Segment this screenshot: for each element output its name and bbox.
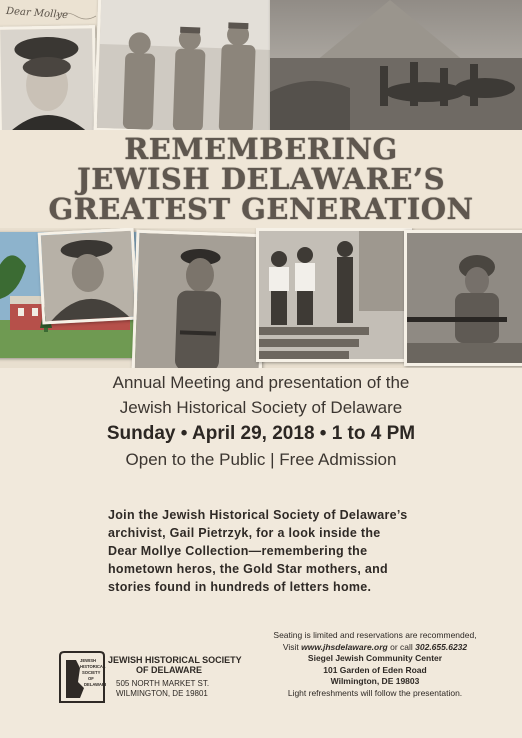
middle-photo-collage [0, 228, 522, 368]
egypt-camels-photo [270, 0, 522, 130]
description-line: hometown heros, the Gold Star mothers, and [108, 562, 388, 576]
organization-address [116, 679, 209, 699]
venue-city: Wilmington, DE 19803 [330, 676, 420, 686]
logo-text: JEWISH [80, 658, 97, 663]
poster-title-line-1: REMEMBERING [124, 132, 398, 166]
phone-number[interactable]: 302.655.6232 [415, 641, 468, 652]
visit-text: Visit [282, 641, 302, 652]
logo-text: HISTORICAL [80, 664, 106, 669]
organization-address-line-1: 505 NORTH MARKET ST. [116, 679, 210, 688]
venue-name: Siegel Jewish Community Center [307, 653, 443, 663]
event-intro-line-2: Jewish Historical Society of Delaware [119, 398, 403, 417]
venue-street: 101 Garden of Eden Road [323, 664, 427, 675]
description-line: stories found in hundreds of letters home. [108, 580, 372, 594]
logo-text: OF [88, 676, 94, 681]
poster-title-line-3: GREATEST GENERATION [48, 192, 474, 226]
poster-title-line-2: JEWISH DELAWARE’S [76, 162, 446, 196]
reservation-note: Seating is limited and reservations are recommended, [273, 630, 477, 640]
portrait-photo-woman [0, 25, 97, 130]
smiling-soldier-photo [132, 230, 267, 368]
soldier-with-rifle-photo [404, 230, 522, 366]
call-text: or call [387, 641, 416, 652]
logo-text: SOCIETY [82, 670, 101, 675]
website-link[interactable]: www.jhsdelaware.org [301, 641, 388, 652]
reservation-contact [250, 642, 500, 654]
soldier-portrait-photo [38, 228, 139, 324]
group-on-steps-photo [256, 228, 412, 362]
event-date-time: Sunday • April 29, 2018 • 1 to 4 PM [106, 423, 416, 444]
photo-caption: Dear Mollye [5, 5, 69, 22]
logo-text: DELAWARE [84, 682, 106, 687]
event-description [108, 506, 438, 596]
organization-name-line-1: JEWISH HISTORICAL SOCIETY [108, 655, 242, 665]
description-line: archivist, Gail Pietrzyk, for a look inside the [108, 526, 381, 540]
three-soldiers-photo [94, 0, 281, 130]
society-logo [58, 648, 106, 704]
event-intro-line-1: Annual Meeting and presentation of the [112, 373, 410, 392]
description-line: Join the Jewish Historical Society of Delaware’s [108, 508, 408, 522]
organization-name [108, 655, 242, 675]
description-line: Dear Mollye Collection—remembering the [108, 544, 368, 558]
event-admission: Open to the Public | Free Admission [125, 450, 397, 469]
organization-address-line-2: WILMINGTON, DE 19801 [116, 689, 208, 698]
reservation-info [250, 630, 500, 699]
organization-name-line-2: OF DELAWARE [136, 665, 203, 675]
top-photo-collage [0, 0, 522, 130]
refreshments-note: Light refreshments will follow the presentation. [287, 687, 463, 698]
